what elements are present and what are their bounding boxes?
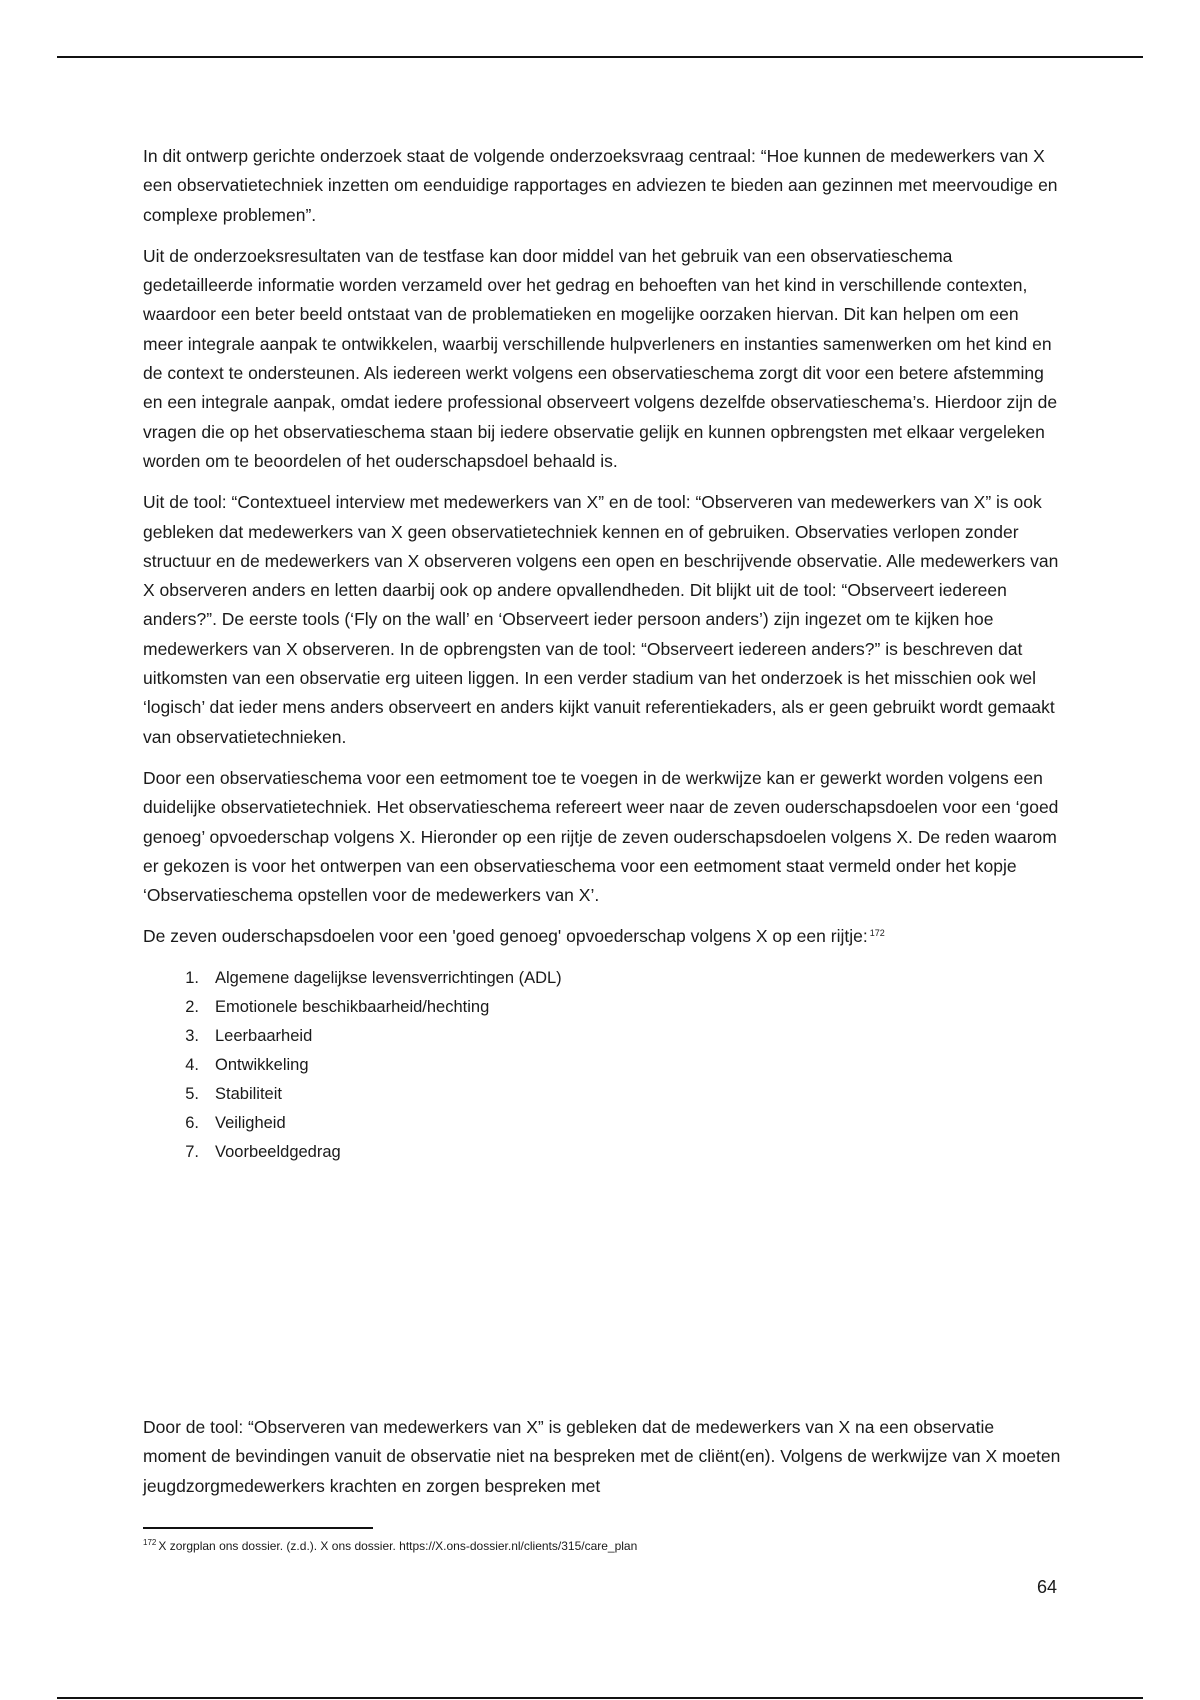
page-number: 64 xyxy=(1036,1577,1057,1597)
list-item xyxy=(143,1080,1061,1109)
list-item xyxy=(143,1138,1061,1167)
list-item-number: 1. xyxy=(185,968,199,987)
list-item-number: 4. xyxy=(185,1055,199,1074)
footnote-text: X zorgplan ons dossier. (z.d.). X ons dossier. https://X.ons-dossier.nl/clients/315/care_plan xyxy=(158,1539,638,1553)
list-item-text: Voorbeeldgedrag xyxy=(215,1142,341,1161)
list-item xyxy=(143,964,1061,993)
paragraph-research-question: In dit ontwerp gerichte onderzoek staat de volgende onderzoeksvraag centraal: “Hoe kunnen de medewerkers van X een observatietechniek inzetten om eenduidige rapportages en adviezen te bieden aan gezinnen met meervoudige en complexe problemen”. xyxy=(143,146,1058,225)
parenting-goals-list xyxy=(143,964,1061,1167)
list-item xyxy=(143,1109,1061,1138)
footer-rule xyxy=(57,1697,1143,1699)
footnote-reference[interactable]: 172 xyxy=(869,927,885,938)
list-item xyxy=(143,1051,1061,1080)
main-text xyxy=(143,142,1061,1167)
list-item-number: 3. xyxy=(185,1026,199,1045)
list-item-text: Stabiliteit xyxy=(215,1084,282,1103)
list-item-number: 5. xyxy=(185,1084,199,1103)
list-intro xyxy=(143,922,1061,951)
list-item-text: Algemene dagelijkse levensverrichtingen (ADL) xyxy=(215,968,562,987)
list-item-number: 2. xyxy=(185,997,199,1016)
list-item-number: 7. xyxy=(185,1142,199,1161)
footnote-number: 172 xyxy=(143,1538,157,1547)
footnote-separator xyxy=(143,1527,373,1529)
list-item-text: Veiligheid xyxy=(215,1113,286,1132)
list-item-text: Ontwikkeling xyxy=(215,1055,309,1074)
list-item-text: Emotionele beschikbaarheid/hechting xyxy=(215,997,490,1016)
paragraph-tools: Uit de tool: “Contextueel interview met medewerkers van X” en de tool: “Observeren van medewerkers van X” is ook gebleken dat medewerkers van X geen observatietechniek kennen en of gebruiken. Observaties verlopen zonder structuur en de medewerkers van X observeren volgens een open en beschrijvende observatie. Alle medewerkers van X observeren anders en letten daarbij ook op andere opvallendheden. Dit blijkt uit de tool: “Observeert iedereen anders?”. De eerste tools (‘Fly on the wall’ en ‘Observeert ieder persoon anders’) zijn ingezet om te kijken hoe medewerkers van X observeren. In de opbrengsten van de tool: “Observeert iedereen anders?” is beschreven dat uitkomsten van een observatie erg uiteen liggen. In een verder stadium van het onderzoek is het misschien ook wel ‘logisch’ dat ieder mens anders observeert en anders kijkt vanuit referentiekaders, als er geen gebruikt wordt gemaakt van observatietechnieken. xyxy=(143,492,1059,747)
paragraph-test-phase: Uit de onderzoeksresultaten van de testfase kan door middel van het gebruik van een observatieschema gedetailleerde informatie worden verzameld over het gedrag en behoeften van het kind in verschillende contexten, waardoor een beter beeld ontstaat van de problematieken en mogelijke oorzaken hiervan. Dit kan helpen om een meer integrale aanpak te ontwikkelen, waarbij verschillende hulpverleners en instanties samenwerken om het kind en de context te ondersteunen. Als iedereen werkt volgens een observatieschema zorgt dit voor een betere afstemming en een integrale aanpak, omdat iedere professional observeert volgens dezelfde observatieschema’s. Hierdoor zijn de vragen die op het observatieschema staan bij iedere observatie gelijk en kunnen opbrengsten met elkaar vergeleken worden om te beoordelen of het ouderschapsdoel behaald is. xyxy=(143,245,1058,471)
list-item-text: Leerbaarheid xyxy=(215,1026,313,1045)
list-item xyxy=(143,993,1061,1022)
header-rule xyxy=(57,56,1143,58)
paragraph-discussion: Door de tool: “Observeren van medewerkers van X” is gebleken dat de medewerkers van X na een observatie moment de bevindingen vanuit de observatie niet na bespreken met de cliënt(en). Volgens de werkwijze van X moeten jeugdzorgmedewerkers krachten en zorgen bespreken met xyxy=(143,1417,1061,1496)
list-intro-text: De zeven ouderschapsdoelen voor een 'goed genoeg' opvoederschap volgens X op een rijtje: xyxy=(143,926,868,947)
list-item-number: 6. xyxy=(185,1113,199,1132)
list-item xyxy=(143,1022,1061,1051)
paragraph-observation-schema: Door een observatieschema voor een eetmoment toe te voegen in de werkwijze kan er gewerkt worden volgens een duidelijke observatietechniek. Het observatieschema refereert weer naar de zeven ouderschapsdoelen voor een ‘goed genoeg’ opvoederschap volgens X. Hieronder op een rijtje de zeven ouderschapsdoelen volgens X. De reden waarom er gekozen is voor het ontwerpen van een observatieschema voor een eetmoment staat vermeld onder het kopje ‘Observatieschema opstellen voor de medewerkers van X’. xyxy=(143,767,1059,906)
footnote xyxy=(143,1535,637,1554)
